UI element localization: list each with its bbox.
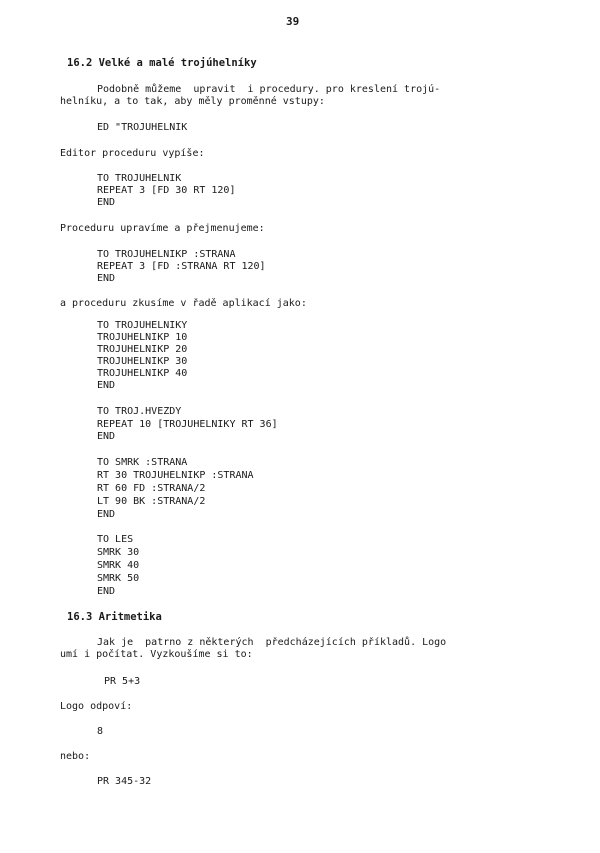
code-line: END [97,273,116,284]
code-line: LT 90 BK :STRANA/2 [97,496,206,507]
paragraph-line: Logo odpoví: [60,701,133,712]
code-line: END [97,431,116,442]
paragraph-line: nebo: [60,751,91,762]
code-line: REPEAT 3 [FD :STRANA RT 120] [97,261,266,272]
code-line: SMRK 30 [97,547,140,558]
code-line: TROJUHELNIKP 40 [97,368,188,379]
code-line: PR 345-32 [97,776,152,787]
code-line: RT 60 FD :STRANA/2 [97,483,206,494]
section-heading-16-3: 16.3 Aritmetika [67,611,162,623]
code-line: REPEAT 10 [TROJUHELNIKY RT 36] [97,419,278,430]
page-number: 39 [286,15,300,28]
code-line: SMRK 40 [97,560,140,571]
paragraph-line: helníku, a to tak, aby měly proměnné vstupy: [60,96,325,107]
paragraph-line: Podobně můžeme upravit i procedury. pro kreslení trojú- [97,84,441,95]
paragraph-line: Editor proceduru vypíše: [60,148,205,159]
paragraph-line: umí i počítat. Vyzkoušíme si to: [60,649,253,660]
code-line: TO TROJ.HVEZDY [97,406,182,417]
code-line: END [97,380,116,391]
section-heading-16-2: 16.2 Velké a malé trojúhelníky [67,57,257,69]
code-line: TROJUHELNIKP 20 [97,344,188,355]
paragraph-line: a proceduru zkusíme v řadě aplikací jako: [60,298,307,309]
code-line: TO LES [97,534,134,545]
code-line: 8 [97,726,104,737]
code-line: TO TROJUHELNIKP :STRANA [97,249,236,260]
code-line: TROJUHELNIKP 30 [97,356,188,367]
code-line: PR 5+3 [104,676,141,687]
code-line: REPEAT 3 [FD 30 RT 120] [97,185,236,196]
code-line: TO SMRK :STRANA [97,457,188,468]
code-line: TO TROJUHELNIKY [97,320,188,331]
code-line: END [97,586,116,597]
code-line: TROJUHELNIKP 10 [97,332,188,343]
paragraph-line: Proceduru upravíme a přejmenujeme: [60,223,265,234]
paragraph-line: Jak je patrno z některých předcházejících příkladů. Logo [97,637,447,648]
code-line: TO TROJUHELNIK [97,173,182,184]
code-line: END [97,197,116,208]
code-line: RT 30 TROJUHELNIKP :STRANA [97,470,254,481]
code-line: SMRK 50 [97,573,140,584]
code-line: ED "TROJUHELNIK [97,122,188,133]
code-line: END [97,509,116,520]
